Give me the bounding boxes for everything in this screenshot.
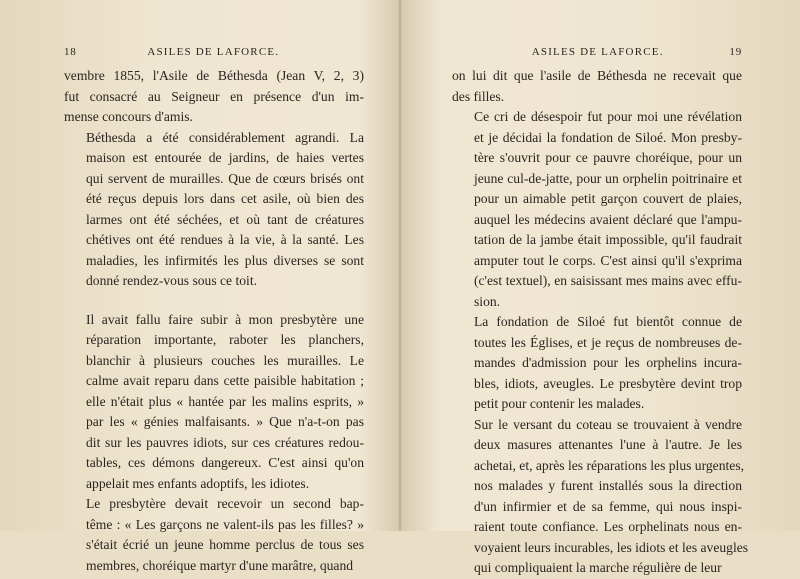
text-line: des filles. bbox=[452, 88, 505, 104]
text-line: donné rendez-vous sous ce toit. bbox=[86, 273, 258, 288]
text-line: Il avait fallu faire subir à mon presbytère une bbox=[86, 311, 364, 327]
text-line: tation de la jambe était impossible, qu'il faudrait bbox=[474, 232, 742, 247]
right-page-header bbox=[452, 42, 742, 60]
paragraph bbox=[64, 310, 364, 495]
text-line: deux masures attenantes l'une à l'autre. Je les bbox=[474, 437, 742, 452]
text-line: par les « génies malfaisants. » Que n'a-t-on pas bbox=[86, 414, 364, 429]
text-line: bles, idiots, aveugles. Le presbytère devint trop bbox=[474, 375, 742, 391]
text-line: achetai, et, après les réparations les plus urgentes, bbox=[474, 457, 745, 473]
text-line: membres, choréique martyr d'une marâtre, quand bbox=[86, 557, 354, 573]
text-line: Béthesda a été considérablement agrandi. La bbox=[86, 129, 364, 145]
paragraph bbox=[452, 415, 749, 579]
paragraph bbox=[64, 66, 364, 128]
text-line: jeune cul-de-jatte, pour un orphelin poitrinaire et bbox=[474, 170, 742, 186]
text-line: calme avait reparu dans cette paisible habitation ; bbox=[86, 373, 364, 388]
text-line: amputer tout le corps. C'est ainsi qu'il s'exprima bbox=[474, 252, 742, 268]
paragraph bbox=[452, 66, 742, 107]
text-line: on lui dit que l'asile de Béthesda ne recevait que bbox=[452, 68, 742, 83]
text-line: appelait mes enfants adoptifs, les idiotes. bbox=[86, 475, 310, 491]
text-line: Ce cri de désespoir fut pour moi une révélation bbox=[474, 109, 742, 124]
text-line: qui compliquaient la marche régulière de leur bbox=[474, 560, 722, 575]
text-line: blanchir à plusieurs couches les murailles. Le bbox=[86, 352, 364, 368]
text-line: s'était écrié un jeune homme perclus de tous ses bbox=[86, 537, 364, 552]
text-line: mandes d'admission pour les orphelins incura- bbox=[474, 355, 742, 370]
text-line: voyaient leurs incurables, les idiots et les aveugles bbox=[474, 539, 749, 555]
text-line: La fondation de Siloé fut bientôt connue de bbox=[474, 314, 742, 329]
right-page bbox=[452, 42, 749, 579]
text-line: mense concours d'amis. bbox=[64, 109, 193, 124]
text-line: maison est entourée de jardins, de haies vertes bbox=[86, 150, 364, 165]
paragraph bbox=[64, 128, 364, 292]
text-line: toutes les Églises, et je reçus de nombreuses de- bbox=[474, 334, 742, 350]
text-line: nos malades y furent installés sous la direction bbox=[474, 478, 742, 493]
text-line: été reçus depuis lors dans cet asile, où bien des bbox=[86, 191, 364, 206]
text-line: pour un aimable petit garçon couvert de plaies, bbox=[474, 191, 742, 206]
text-line: chétives ont été rendues à la vie, à la santé. Les bbox=[86, 232, 364, 247]
text-line: elle n'était plus « hantée par les malins esprits, » bbox=[86, 393, 364, 409]
book-gutter bbox=[399, 0, 401, 531]
text-line: fut consacré au Seigneur en présence d'un im- bbox=[64, 88, 364, 104]
paragraph bbox=[452, 312, 742, 415]
text-line: tère s'ouvrit pour ce pauvre choréique, pour un bbox=[474, 150, 742, 165]
left-running-head: ASILES DE LAFORCE. bbox=[147, 46, 280, 58]
text-line: réparation importante, raboter les planchers, bbox=[86, 332, 364, 347]
right-running-head: ASILES DE LAFORCE. bbox=[531, 46, 664, 58]
text-line: auquel les médecins avaient déclaré que l'ampu- bbox=[474, 211, 742, 227]
left-page bbox=[64, 42, 364, 576]
left-page-header bbox=[64, 42, 364, 60]
text-line: raient toute confiance. Les orphelinats nous en- bbox=[474, 519, 742, 534]
paragraph bbox=[64, 494, 364, 576]
right-page-body bbox=[452, 66, 749, 579]
left-page-number: 18 bbox=[64, 46, 77, 58]
text-line: et je décidai la fondation de Siloé. Mon presby- bbox=[474, 129, 742, 145]
text-line: qui servent de murailles. Que de cœurs brisés ont bbox=[86, 170, 364, 186]
text-line: maladies, les infirmités les plus diverses se sont bbox=[86, 252, 364, 268]
text-line: petit pour contenir les malades. bbox=[474, 396, 645, 411]
paragraph bbox=[452, 107, 742, 312]
left-page-body bbox=[64, 66, 364, 576]
text-line: tables, ces démons dangereux. C'est ainsi qu'on bbox=[86, 455, 364, 470]
text-line: Le presbytère devait recevoir un second bap- bbox=[86, 496, 364, 511]
text-line: (c'est textuel), en saisissant mes mains avec effu- bbox=[474, 273, 742, 288]
text-line: larmes ont été séchées, et où tant de créatures bbox=[86, 211, 364, 227]
text-line: vembre 1855, l'Asile de Béthesda (Jean V, 2, 3) bbox=[64, 68, 364, 83]
right-page-number: 19 bbox=[729, 46, 742, 58]
text-line: d'un infirmier et de sa femme, qui nous inspi- bbox=[474, 498, 742, 514]
text-line: Sur le versant du coteau se trouvaient à vendre bbox=[474, 416, 742, 432]
text-line: sion. bbox=[474, 293, 501, 309]
text-line: tême : « Les garçons ne valent-ils pas les filles? » bbox=[86, 516, 364, 532]
text-line: dit sur les pauvres idiots, sur ces créatures redou- bbox=[86, 434, 364, 450]
